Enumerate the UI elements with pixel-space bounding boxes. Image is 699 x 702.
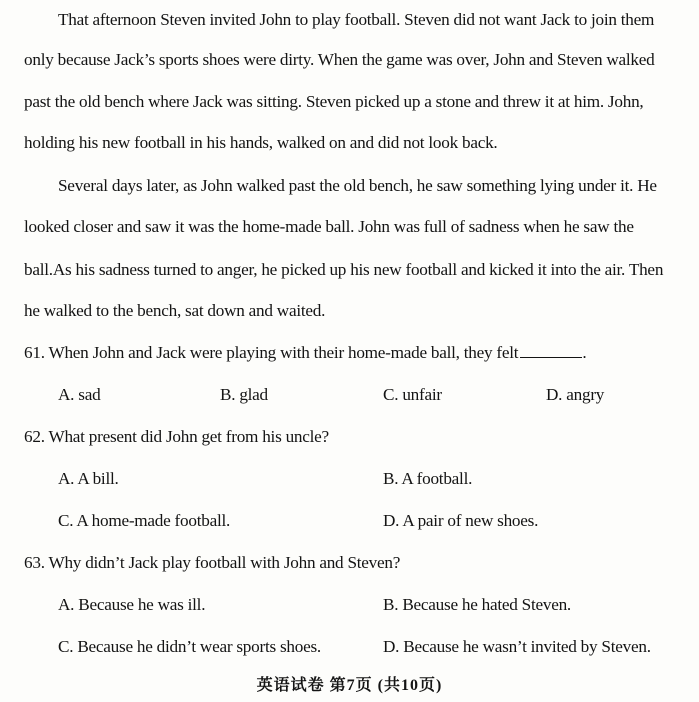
question-number: 62. — [24, 427, 45, 446]
option-letter: C. — [58, 637, 74, 656]
option-text: angry — [566, 385, 605, 404]
option-letter: A. — [58, 469, 75, 488]
question-63-stem — [24, 552, 400, 574]
option-text: A pair of new shoes. — [402, 511, 539, 530]
option-letter: C. — [58, 511, 74, 530]
passage-line: past the old bench where Jack was sitting. Steven picked up a stone and threw it at him. John, — [24, 92, 644, 111]
option-61-a — [58, 384, 100, 406]
option-text: A football. — [401, 469, 473, 488]
question-number: 63. — [24, 553, 45, 572]
question-text: When John and Jack were playing with their home-made ball, they felt — [48, 343, 519, 362]
option-text: Because he was ill. — [78, 595, 206, 614]
option-letter: B. — [220, 385, 236, 404]
option-62-b — [383, 468, 472, 490]
option-63-c — [58, 636, 321, 658]
option-letter: C. — [383, 385, 399, 404]
option-62-d — [383, 510, 538, 532]
option-63-b — [383, 594, 571, 616]
passage-line: holding his new football in his hands, walked on and did not look back. — [24, 133, 498, 152]
passage-line: only because Jack’s sports shoes were dirty. When the game was over, John and Steven walked — [24, 50, 655, 69]
passage-line: looked closer and saw it was the home-made ball. John was full of sadness when he saw the — [24, 217, 634, 236]
question-text: Why didn’t Jack play football with John and Steven? — [48, 553, 401, 572]
option-text: Because he hated Steven. — [402, 595, 571, 614]
question-number: 61. — [24, 343, 45, 362]
option-61-b — [220, 384, 268, 406]
answer-blank — [520, 342, 582, 358]
option-text: A bill. — [77, 469, 119, 488]
question-text-end: . — [582, 343, 587, 362]
option-letter: B. — [383, 469, 399, 488]
option-text: glad — [239, 385, 268, 404]
option-text: Because he wasn’t invited by Steven. — [403, 637, 651, 656]
option-letter: D. — [546, 385, 563, 404]
option-61-d — [546, 384, 604, 406]
question-text: What present did John get from his uncle? — [48, 427, 329, 446]
passage-line: That afternoon Steven invited John to play football. Steven did not want Jack to join them — [58, 10, 655, 29]
passage-line: he walked to the bench, sat down and waited. — [24, 301, 326, 320]
option-text: Because he didn’t wear sports shoes. — [77, 637, 321, 656]
option-61-c — [383, 384, 442, 406]
option-letter: A. — [58, 385, 75, 404]
option-63-a — [58, 594, 205, 616]
passage-line: Several days later, as John walked past the old bench, he saw something lying under it. He — [58, 176, 657, 195]
option-62-a — [58, 468, 119, 490]
option-text: A home-made football. — [76, 511, 231, 530]
option-text: unfair — [402, 385, 442, 404]
option-63-d — [383, 636, 651, 658]
page-footer: 英语试卷 第7页 (共10页) — [256, 677, 443, 694]
question-62-stem — [24, 426, 329, 448]
option-letter: A. — [58, 595, 75, 614]
passage-line: ball.As his sadness turned to anger, he picked up his new football and kicked it into the air. Then — [24, 260, 664, 279]
option-letter: D. — [383, 511, 400, 530]
option-letter: D. — [383, 637, 400, 656]
option-62-c — [58, 510, 230, 532]
option-letter: B. — [383, 595, 399, 614]
option-text: sad — [78, 385, 101, 404]
question-61-stem — [24, 342, 586, 364]
